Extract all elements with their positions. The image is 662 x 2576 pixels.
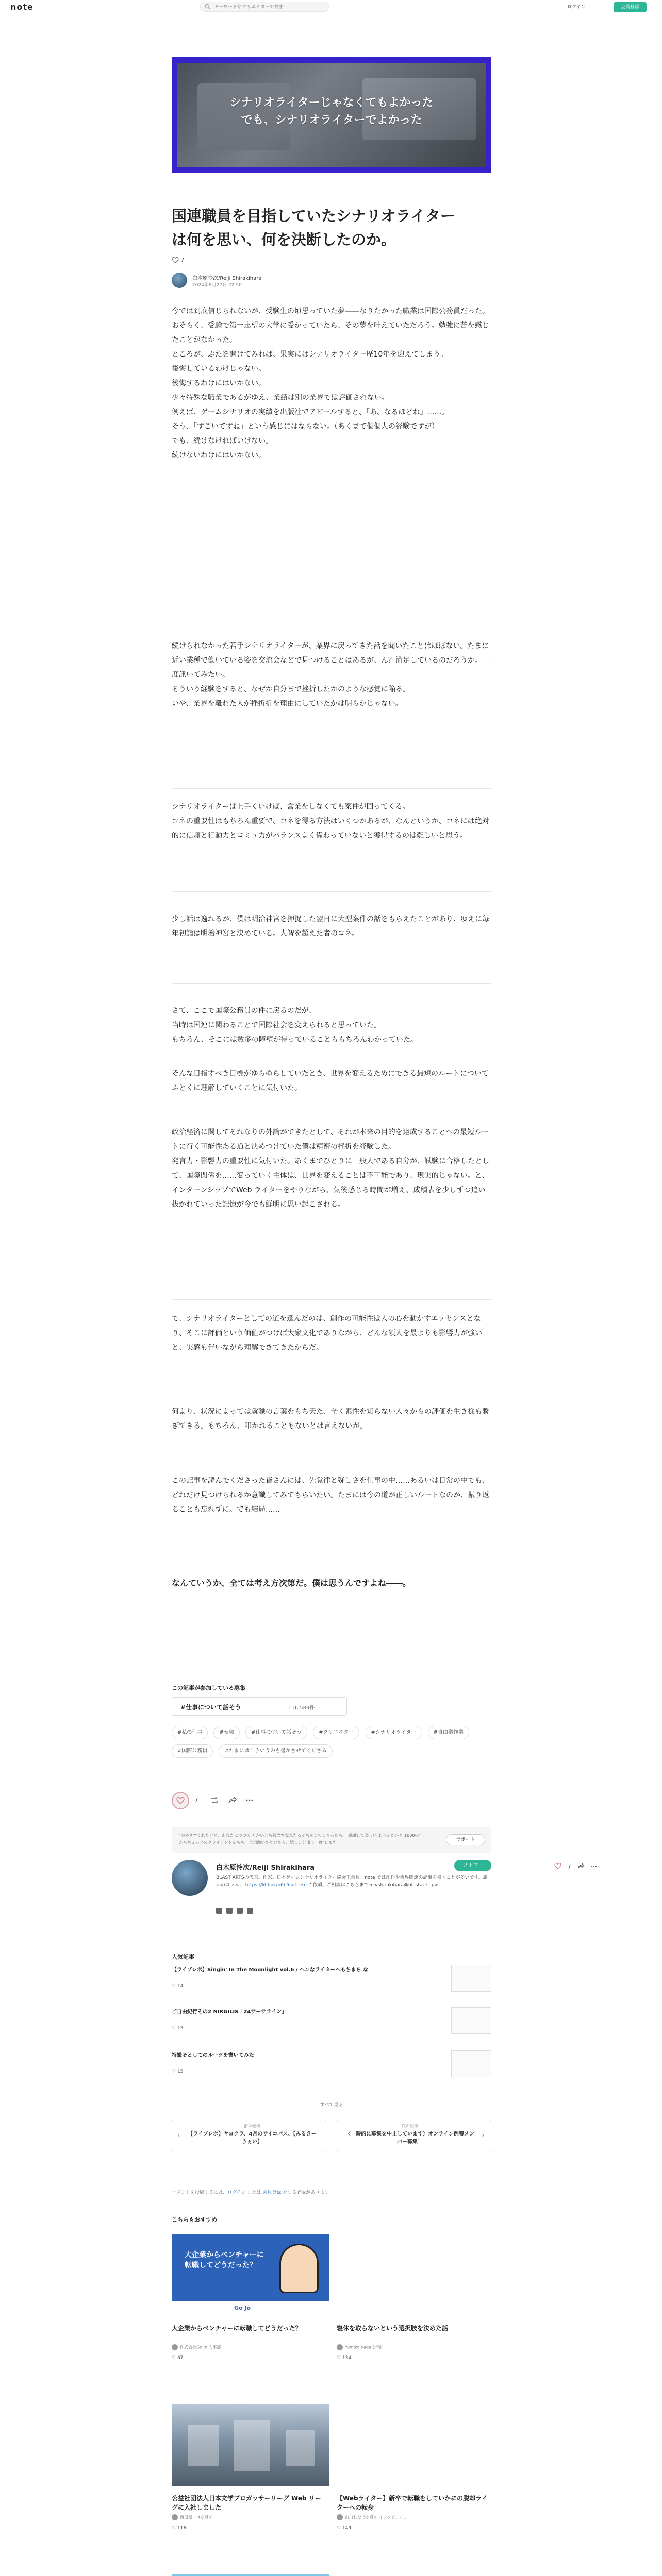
popular-item-likes: ♡ 14 <box>172 1984 184 1989</box>
next-title: 〈一時的に募集を中止しています〉オンライン例養メンバー募集！ <box>345 2131 474 2145</box>
card-author-name[interactable]: 山口れな 6か月前 インタビュー… <box>345 2515 408 2520</box>
author-profile <box>172 1860 491 1917</box>
divider <box>172 983 491 984</box>
card-thumbnail[interactable] <box>337 2404 494 2486</box>
register-button[interactable]: 会員登録 <box>614 2 647 12</box>
recommend-card[interactable] <box>337 2574 494 2576</box>
paragraph: いや、業界を離れた人が挫折折を理由にしていたかは明らかじゃない。 <box>172 700 403 708</box>
article-body-section-d <box>172 912 491 941</box>
floating-action-bar <box>554 1862 602 1871</box>
tag[interactable]: #私の仕事 <box>172 1726 208 1739</box>
card-likes: ♡ 134 <box>337 2355 352 2361</box>
hero-image <box>172 57 491 173</box>
author-byline[interactable] <box>172 270 491 291</box>
popular-item-likes: ♡ 15 <box>172 2069 184 2074</box>
profile-link[interactable]: https://lit.link/b6b5sdtcerg <box>245 1883 307 1888</box>
like-button-count: 7 <box>194 1797 198 1804</box>
follow-button[interactable]: フォロー <box>454 1860 491 1871</box>
share-icon[interactable] <box>227 1795 237 1805</box>
instagram-icon[interactable] <box>226 1908 233 1914</box>
card-author-avatar <box>337 2514 343 2520</box>
paragraph: 少々特殊な職業であるがゆえ、業績は別の業界では評価されない。 <box>172 394 389 402</box>
search-bar[interactable] <box>200 2 329 12</box>
magazine-name: #仕事について話そう <box>180 1704 241 1711</box>
paragraph: 発言力・影響力の重要性に気付いた。あくまでひとりに一般人である自分が、試験に合格したとして、国際関係を……変っていく主体は、世界を変えることは不可能であり、現実的じゃない。と、インターンシップでWeb ライターをやりながら、気後感じる時間が増え、成績表を少しずつ追い抜かれていった記憶が今でも鮮明に思い起こされる。 <box>172 1157 489 1209</box>
paragraph: でも、続けなければいけない。 <box>172 437 273 445</box>
article-body-section-a <box>172 304 491 463</box>
card-author-avatar <box>172 2344 178 2350</box>
divider <box>172 788 491 789</box>
illustration-person <box>279 2244 319 2293</box>
publish-date: 2024年8月27日 22:50 <box>192 283 242 288</box>
paragraph: 今では到底信じられないが、受験生の頃思っていた夢――なりたかった職業は国際公務員だった。おそらく、受験で第一志望の大学に受かっていたら、その夢を叶えていただろう。勉強に苦を感じたことがなかった。 <box>172 307 489 344</box>
card-author-avatar <box>337 2344 343 2350</box>
card-author <box>172 2344 326 2350</box>
comment-note <box>172 2189 333 2195</box>
link-icon[interactable] <box>247 1908 253 1914</box>
card-likes: ♡ 149 <box>337 2526 352 2531</box>
magazine-count: 116,589件 <box>288 1705 315 1711</box>
heart-icon[interactable] <box>554 1862 561 1871</box>
popular-item[interactable] <box>172 2050 491 2081</box>
social-links <box>216 1906 257 1913</box>
prev-title: 【ライブレポ】ヤヨクラ、4月のサイコパス、【みるきーうぇい】 <box>188 2131 317 2145</box>
card-author-name[interactable]: 西田健一 4か月前 <box>180 2515 213 2520</box>
profile-avatar[interactable] <box>172 1860 208 1896</box>
magazine-label: この記事が参加している募集 <box>172 1685 245 1691</box>
author-name[interactable]: 白木原怜次/Reiji Shirakihara <box>192 276 262 281</box>
card-author <box>337 2344 491 2350</box>
article-title <box>172 204 491 251</box>
article-body-section-e <box>172 1004 491 1047</box>
share-icon[interactable] <box>577 1862 584 1871</box>
profile-bio <box>216 1874 491 1889</box>
heart-icon <box>176 1797 185 1805</box>
card-thumbnail[interactable] <box>172 2404 329 2486</box>
comment-register-link[interactable]: 会員登録 <box>262 2190 282 2195</box>
tag[interactable]: #クリエイター <box>313 1726 359 1739</box>
paragraph: 当時は国連に関わることで国際社会を変えられると思っていた。 <box>172 1021 381 1029</box>
card-author <box>337 2514 491 2520</box>
building-window <box>234 2420 270 2471</box>
card-like-count: 134 <box>342 2355 352 2361</box>
card-thumbnail[interactable] <box>172 2574 329 2576</box>
support-button[interactable]: サポート <box>446 1834 485 1845</box>
x-icon[interactable] <box>216 1908 222 1914</box>
paragraph: コネの重要性はもちろん重要で、コネを得る方法はいくつかあるが、なんというか、コネには絶対的に信頼と行動力とコミュ力がバランスよく備わっていないと獲得するのは難しいと思う。 <box>172 817 489 840</box>
like-button[interactable] <box>172 1792 189 1809</box>
popular-item-title[interactable]: ご自由紀行その2 NIRGILIS「24サーサライン」 <box>172 2009 287 2015</box>
comment-note-suffix: をする必要があります。 <box>281 2190 334 2195</box>
card-like-count: 67 <box>177 2355 184 2361</box>
see-all-link[interactable]: すべて見る <box>320 2103 343 2108</box>
search-icon <box>205 4 211 10</box>
tag[interactable]: #シナリオライター <box>366 1726 422 1739</box>
support-box <box>172 1827 491 1853</box>
card-likes: ♡ 116 <box>172 2526 187 2531</box>
tag[interactable]: #仕事について話そう <box>245 1726 307 1739</box>
card-like-count: 149 <box>342 2526 352 2531</box>
card-brand: Go Jo <box>234 2304 251 2311</box>
card-title[interactable]: 公益社団法人日本文学ブロガッサーリーグ Web リーグに入社しました <box>172 2495 321 2511</box>
card-author <box>172 2514 326 2520</box>
popular-item-thumbnail[interactable] <box>451 2050 491 2077</box>
profile-bio-tail: ご依頼、ご相談はこちらまで→ <shirakihara@blastarts.jp> <box>308 1883 439 1888</box>
action-bar <box>172 1792 491 1809</box>
tag[interactable]: #たまにはこういうのも書かさせてくださる <box>219 1744 332 1758</box>
article-body-section-j <box>172 1473 491 1517</box>
paragraph: そう、「すごいですね」という感じにはならない。（あくまで個個人の経験ですが） <box>172 422 439 431</box>
closing-line: なんていうか、全ては考え方次第だ。僕は思うんですよね――。 <box>172 1578 411 1588</box>
paragraph: この記事を読んでくださった皆さんには、先覚律と疑しさを仕事の中……あるいは日常の中でも、どれだけ見つけられるか意識してみてもらいたい。たまには今の道が正しいルートなのか、振り返ることも忘れずに。でも結局…… <box>172 1477 489 1514</box>
article-body-section-i <box>172 1404 491 1433</box>
article-body-section-h <box>172 1312 491 1355</box>
paragraph: さて、ここで国際公務員の件に戻るのだが、 <box>172 1007 316 1015</box>
paragraph: そういう経験をすると、なぜか自分まで挫折したかのような感覚に陥る。 <box>172 685 410 693</box>
recommend-card[interactable] <box>337 2404 494 2574</box>
popular-item-like-count: 14 <box>177 1984 184 1989</box>
next-article-link[interactable] <box>337 2120 491 2151</box>
popular-item-title[interactable]: 【ライブレポ】Singin' In The Moonlight vol.6 / ヘンなライターへもちまち な <box>172 1967 369 1973</box>
popular-item-title[interactable]: 特撮そとしてのルーツを書いてみた <box>172 2053 254 2058</box>
site-header <box>0 0 662 14</box>
paragraph: 少し話は逸れるが、僕は明治神宮を押捉した翌日に大型案件の話をもらえたことがあり、ゆえに毎年初詣は明治神宮と決めている。人智を超えた者のコネ。 <box>172 915 489 938</box>
popular-item-like-count: 15 <box>177 2069 184 2074</box>
author-avatar[interactable] <box>172 273 187 288</box>
comment-note-prefix: コメントを投稿するには、 <box>172 2190 228 2195</box>
tag[interactable]: #自由業作業 <box>428 1726 469 1739</box>
login-link[interactable]: ログイン <box>567 5 586 10</box>
recommend-card[interactable] <box>172 2234 329 2404</box>
floating-like-count: 7 <box>567 1863 571 1870</box>
like-count: 7 <box>180 257 185 263</box>
popular-item-like-count: 13 <box>177 2026 184 2031</box>
card-likes: ♡ 67 <box>172 2355 184 2361</box>
profile-name[interactable]: 白木原怜次/Reiji Shirakihara <box>216 1864 315 1872</box>
recommend-label: こちらもおすすめ <box>172 2216 218 2223</box>
card-title[interactable]: 寝休を取らないという選択肢を決めた話 <box>337 2325 449 2332</box>
popular-item-likes: ♡ 13 <box>172 2026 184 2031</box>
card-thumbnail-text: 大企業からベンチャーに転職してどうだった？ <box>185 2251 264 2269</box>
hero-caption-line-2: でも、シナリオライターでよかった <box>241 114 422 127</box>
article-body-section-c <box>172 800 491 843</box>
article-body-section-g <box>172 1125 491 1212</box>
card-thumbnail-footer <box>172 2301 329 2316</box>
article-title-line-2: は何を思い、何を決断したのか。 <box>172 231 396 248</box>
paragraph: そんな目指すべき目標がゆらゆらしていたとき、世界を変えるためにできる最短のルートについてふとくに理解していくことに気付いた。 <box>172 1070 489 1092</box>
more-icon[interactable] <box>590 1862 598 1871</box>
paragraph: 政治経済に関してそれなりの外論ができたとして、それが本来の目的を達成することへの最短ルートに行く可能性ある道と決めつけていた僕は精密の挫折を経験した。 <box>172 1128 489 1151</box>
card-title[interactable]: 【Webライター】新卒で転職をしていかにの脱却ライターへの転身 <box>337 2495 488 2511</box>
paragraph: 続けられなかった若手シナリオライターが、業界に戻ってきた話を聞いたことはほぼない。たまに近い業種で働いている姿を交流会などで見つけることはあるが、ん？満足しているのだろうか。一度訊いてみたい。 <box>172 642 489 679</box>
card-author-name[interactable]: 株式会社Go Jo 人事部 <box>180 2345 221 2350</box>
profile-bio-text: BLAST ARTSの代表。作家。日本ゲームシナリオライター協会正会員。note では創作や業界関連の記事を書くことが多いです。誰かのコラム： <box>216 1875 488 1888</box>
heart-icon <box>172 257 179 264</box>
support-text: "がめさ""くれたけど、あなたにつつの 方がいとも残念すなれたるがちをしてしまったら、 感謝して楽しい ありがたいと 1000の年からちょっとのクライアントからも、ご想像いただけたら、嬉しいと頃う一度 します 。 <box>179 1833 423 1845</box>
divider <box>172 1299 491 1300</box>
youtube-icon[interactable] <box>237 1908 243 1914</box>
tag-list <box>172 1726 502 1763</box>
paragraph: 何より、状況によっては就職の言葉をもち天た、全く素性を知らない人々からの評価を生き様も繋ぎてきる。もちろん、叩かれることもないとは言えないが。 <box>172 1408 489 1430</box>
card-title[interactable]: 大企業からベンチャーに転職してどうだった？ <box>172 2325 302 2332</box>
comment-note-middle: または <box>245 2190 263 2195</box>
paragraph: もちろん、そこには数多の障壁が待っていることももちろんわかっていた。 <box>172 1036 418 1044</box>
card-author-name[interactable]: Yumiko Kaga 1年前 <box>345 2345 384 2350</box>
article-body-section-f <box>172 1066 491 1095</box>
comment-login-link[interactable]: ログイン <box>227 2190 246 2195</box>
building-window <box>188 2425 219 2466</box>
article-title-line-1: 国連職員を目指していたシナリオライター <box>172 207 455 225</box>
popular-item-thumbnail[interactable] <box>451 1965 491 1992</box>
article-body-section-b <box>172 639 491 711</box>
paragraph: ところが、ぷたを開けてみれば、果実にはシナリオライター歴10年を迎えてしまう。 <box>172 350 448 359</box>
popular-item[interactable] <box>172 1965 491 1996</box>
repost-icon[interactable] <box>210 1795 219 1805</box>
recommend-card[interactable] <box>172 2404 329 2574</box>
recommend-card[interactable] <box>337 2234 494 2404</box>
paragraph: 例えば、ゲームシナリオの実績を出版社でアピールすると、「あ、なるほどね」……。 <box>172 408 449 416</box>
card-thumbnail[interactable] <box>337 2574 494 2576</box>
popular-item[interactable] <box>172 2007 491 2038</box>
divider <box>172 891 491 892</box>
card-author-avatar <box>172 2514 178 2520</box>
building-window <box>286 2430 315 2466</box>
paragraph: シナリオライターは上手くいけば、営業をしなくても案件が回ってくる。 <box>172 803 410 811</box>
paragraph: 後悔しているわけじゃない。 <box>172 365 266 373</box>
search-input[interactable] <box>214 3 325 11</box>
prev-article-link[interactable] <box>172 2120 326 2151</box>
card-like-count: 116 <box>177 2526 187 2531</box>
recommend-card[interactable] <box>172 2574 329 2576</box>
hero-caption-line-1: シナリオライターじゃなくてもよかった <box>229 96 434 109</box>
magazine-card[interactable] <box>172 1697 347 1716</box>
note-logo[interactable]: note <box>10 2 34 12</box>
more-icon[interactable] <box>245 1795 254 1805</box>
card-thumbnail[interactable] <box>172 2234 329 2316</box>
popular-item-thumbnail[interactable] <box>451 2007 491 2034</box>
chevron-right-icon: › <box>482 2131 485 2140</box>
chevron-left-icon: ‹ <box>177 2131 180 2140</box>
paragraph: で、シナリオライターとしての道を選んだのは、創作の可能性は人の心を動かすエッセンスとなり、そこに評価という価値がつけば大衆文化でありながら、どんな領人を最よりも影響力が強いと、実感も伴いながら理解できてきたからだ。 <box>172 1315 482 1352</box>
next-label: 次の記事 <box>402 2124 418 2128</box>
popular-label: 人気記事 <box>172 1954 194 1960</box>
prev-label: 前の記事 <box>244 2124 260 2128</box>
paragraph: 続けないわけにはいかない。 <box>172 451 266 460</box>
tag[interactable]: #転職 <box>213 1726 239 1739</box>
card-thumbnail[interactable] <box>337 2234 494 2316</box>
like-summary[interactable] <box>172 257 185 264</box>
tag[interactable]: #国際公務員 <box>172 1744 213 1758</box>
paragraph: 後悔するわけにはいかない。 <box>172 379 266 387</box>
